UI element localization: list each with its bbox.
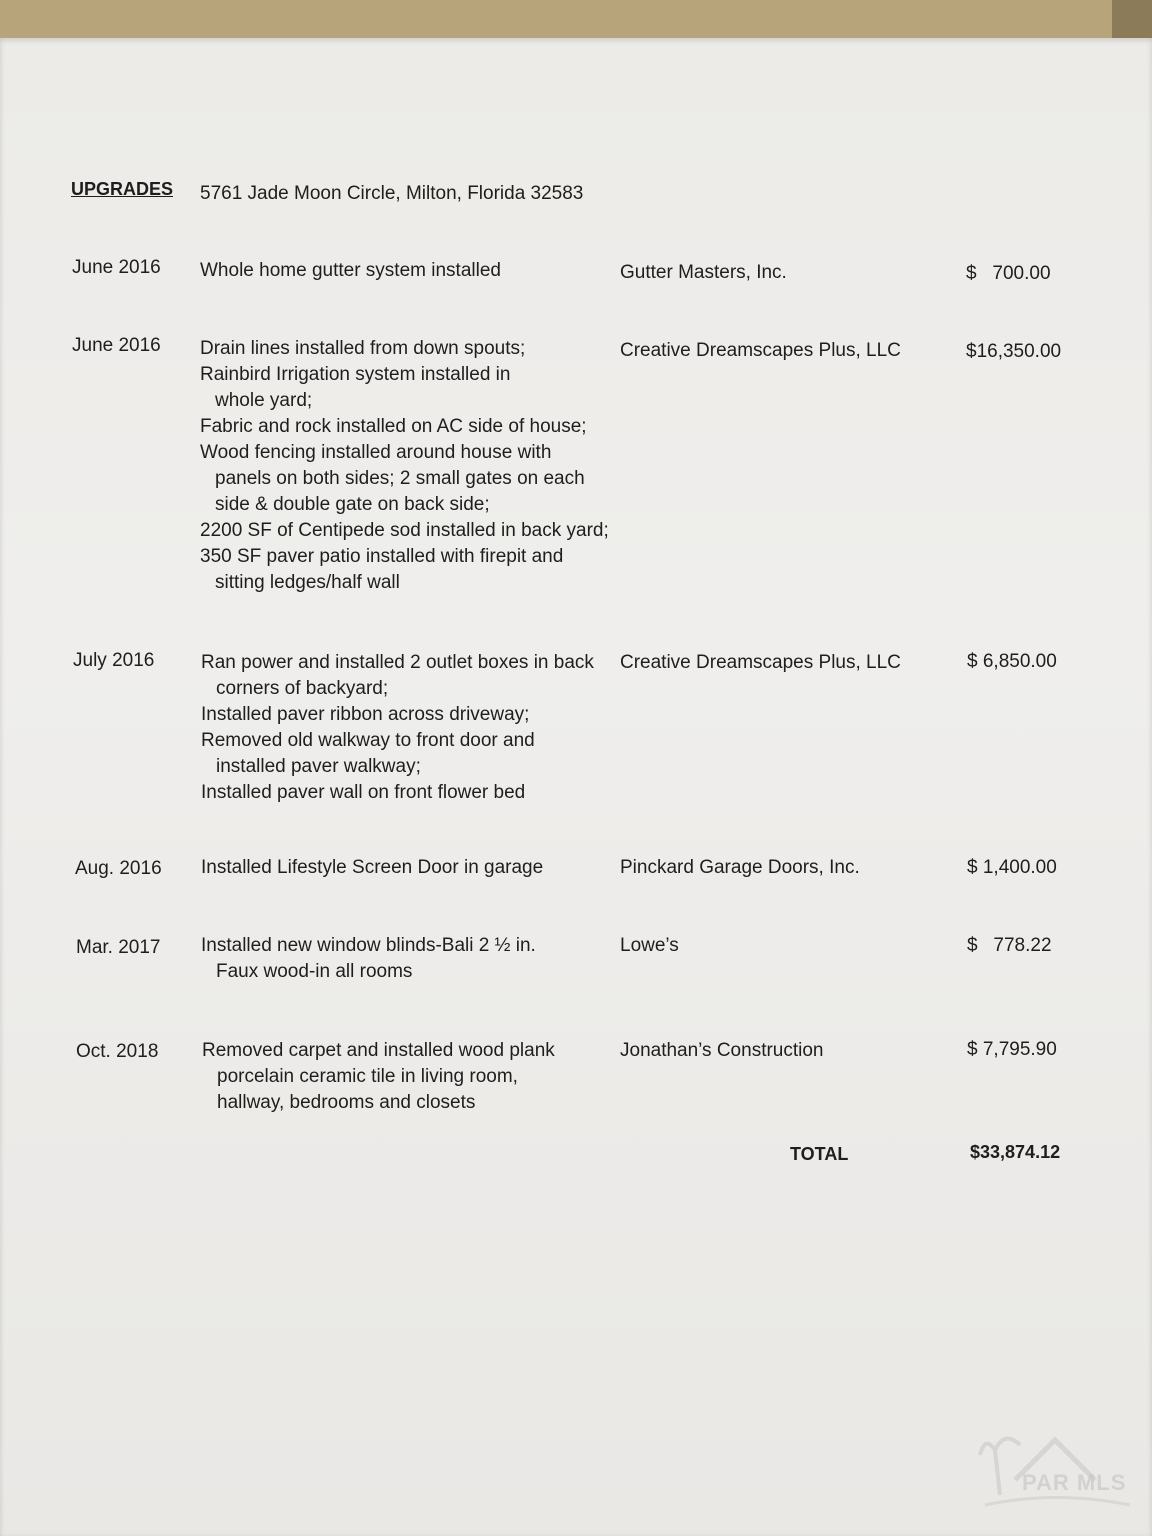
description-line: installed paver walkway;	[216, 756, 421, 777]
description-line: Installed paver wall on front flower bed	[201, 782, 526, 803]
row-vendor: Jonathan’s Construction	[620, 1040, 824, 1061]
description-line: Wood fencing installed around house with	[200, 442, 552, 463]
row-vendor: Lowe’s	[620, 935, 679, 956]
row-amount: $ 6,850.00	[967, 651, 1057, 672]
description-line: 350 SF paver patio installed with firepit and	[200, 546, 564, 567]
description-line: sitting ledges/half wall	[215, 572, 400, 593]
row-description	[201, 933, 536, 985]
description-line: Removed old walkway to front door and	[201, 730, 535, 751]
description-line: porcelain ceramic tile in living room,	[217, 1066, 518, 1087]
total-amount: $33,874.12	[970, 1142, 1061, 1162]
row-amount: $ 778.22	[967, 935, 1052, 956]
row-date: Mar. 2017	[76, 937, 161, 958]
description-line: hallway, bedrooms and closets	[217, 1092, 476, 1113]
row-date: Aug. 2016	[75, 858, 162, 879]
watermark-text: PAR MLS	[1022, 1470, 1127, 1495]
row-date: Oct. 2018	[76, 1041, 159, 1062]
row-description	[200, 336, 609, 596]
description-line: Rainbird Irrigation system installed in	[200, 364, 511, 385]
description-line: Faux wood-in all rooms	[216, 961, 413, 982]
description-line: Removed carpet and installed wood plank	[202, 1040, 555, 1061]
description-line: Whole home gutter system installed	[200, 260, 501, 281]
row-vendor: Pinckard Garage Doors, Inc.	[620, 857, 860, 878]
total-label: TOTAL	[790, 1144, 849, 1164]
description-line: whole yard;	[215, 390, 313, 411]
description-line: side & double gate on back side;	[215, 494, 490, 515]
row-description	[201, 855, 543, 881]
row-amount: $ 700.00	[966, 263, 1051, 284]
description-line: Installed new window blinds-Bali 2 ½ in.	[201, 935, 536, 956]
row-date: June 2016	[72, 335, 161, 356]
row-vendor: Creative Dreamscapes Plus, LLC	[620, 340, 901, 361]
row-amount: $ 1,400.00	[967, 857, 1057, 878]
row-vendor: Gutter Masters, Inc.	[620, 262, 787, 283]
row-vendor: Creative Dreamscapes Plus, LLC	[620, 652, 901, 673]
row-amount: $ 7,795.90	[967, 1039, 1057, 1060]
row-description	[202, 1038, 555, 1116]
description-line: Fabric and rock installed on AC side of house;	[200, 416, 587, 437]
row-date: July 2016	[73, 650, 155, 671]
row-amount: $16,350.00	[966, 341, 1062, 362]
description-line: 2200 SF of Centipede sod installed in back yard;	[200, 520, 609, 541]
row-description	[201, 650, 594, 806]
property-address: 5761 Jade Moon Circle, Milton, Florida 32583	[200, 183, 584, 204]
row-description	[200, 258, 501, 284]
description-line: Drain lines installed from down spouts;	[200, 338, 526, 359]
upgrades-heading: UPGRADES	[71, 179, 174, 199]
row-date: June 2016	[72, 257, 161, 278]
description-line: corners of backyard;	[216, 678, 389, 699]
description-line: Installed Lifestyle Screen Door in garage	[201, 857, 544, 878]
description-line: Installed paver ribbon across driveway;	[201, 704, 530, 725]
description-line: Ran power and installed 2 outlet boxes in back	[201, 652, 594, 673]
description-line: panels on both sides; 2 small gates on each	[215, 468, 585, 489]
